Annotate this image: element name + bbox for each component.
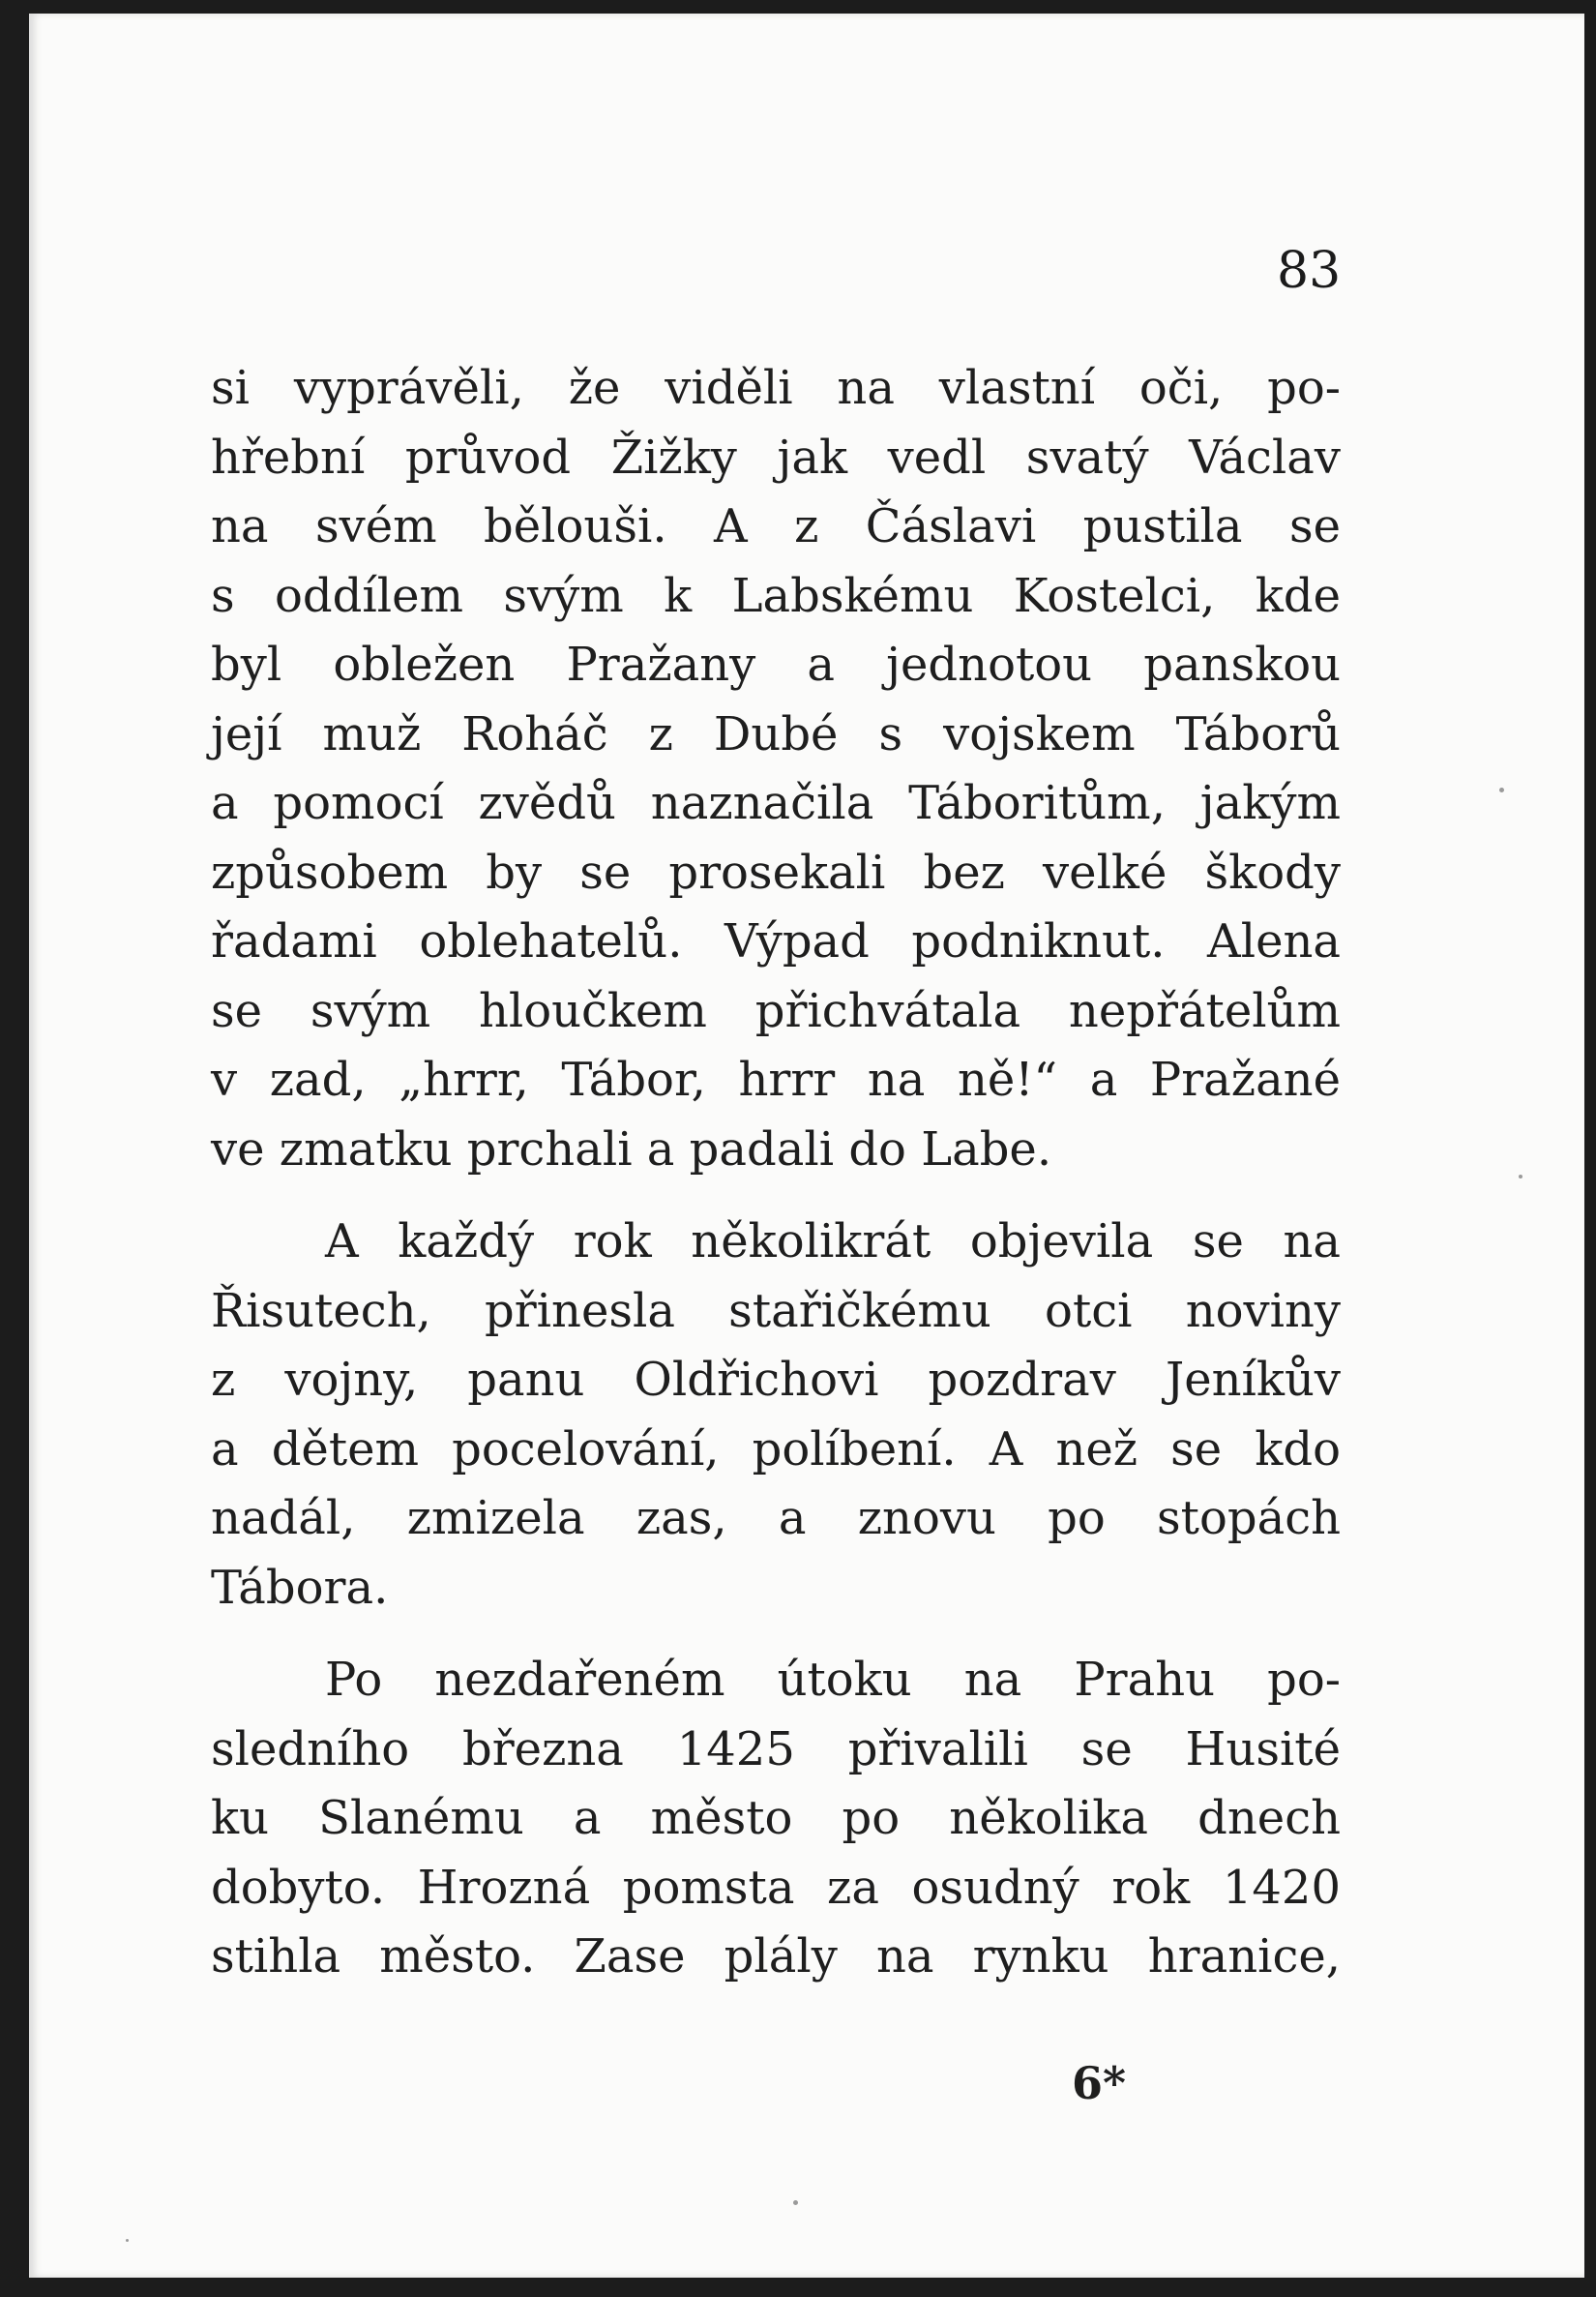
text-line: hřební průvod Žižky jak vedl svatý Václav [211,430,1341,485]
text-line: Po nezdařeném útoku na Prahu po- [325,1653,1341,1707]
text-line: s oddílem svým k Labskému Kostelci, kde [211,568,1341,623]
text-line: A každý rok několikrát objevila se na [325,1214,1341,1268]
text-line: si vyprávěli, že viděli na vlastní oči, po- [211,361,1341,415]
paragraph-3 [211,1646,1341,1992]
text-line: způsobem by se prosekali bez velké škody [211,845,1341,900]
text-line: nadál, zmizela zas, a znovu po stopách [211,1491,1341,1545]
text-line: ve zmatku prchali a padali do Labe. [211,1121,1052,1177]
text-line: sledního března 1425 přivalili se Husité [211,1721,1341,1776]
body-text [211,354,1341,2015]
text-line: řadami oblehatelů. Výpad podniknut. Alena [211,914,1341,969]
page-number: 83 [1277,242,1342,300]
scan-speck [793,2200,798,2205]
text-line: na svém bělouši. A z Čáslavi pustila se [211,499,1341,553]
scan-speck [126,2239,129,2242]
text-line: dobyto. Hrozná pomsta za osudný rok 1420 [211,1860,1341,1915]
scan-speck [1499,788,1504,792]
text-line: stihla město. Zase plály na rynku hranice, [211,1929,1341,1984]
text-line: a pomocí zvědů naznačila Táboritům, jakým [211,776,1341,830]
scan-speck [1519,1175,1522,1178]
text-line: Řisutech, přinesla stařičkému otci noviny [211,1283,1341,1338]
text-line: se svým hloučkem přichvátala nepřátelům [211,983,1341,1038]
text-line: její muž Roháč z Dubé s vojskem Táborů [211,706,1341,761]
signature-mark: 6* [1072,2057,1127,2109]
paragraph-1 [211,354,1341,1184]
paragraph-2 [211,1208,1341,1623]
text-line: a dětem pocelování, políbení. A než se kdo [211,1421,1341,1477]
text-line: z vojny, panu Oldřichovi pozdrav Jeníkův [211,1353,1341,1407]
text-line: Tábora. [211,1560,389,1615]
text-line: ku Slanému a město po několika dnech [211,1791,1341,1845]
text-line: byl obležen Pražany a jednotou panskou [211,638,1341,692]
text-line: v zad, „hrrr, Tábor, hrrr na ně!“ a Pražané [211,1053,1341,1107]
book-page [29,14,1584,2278]
